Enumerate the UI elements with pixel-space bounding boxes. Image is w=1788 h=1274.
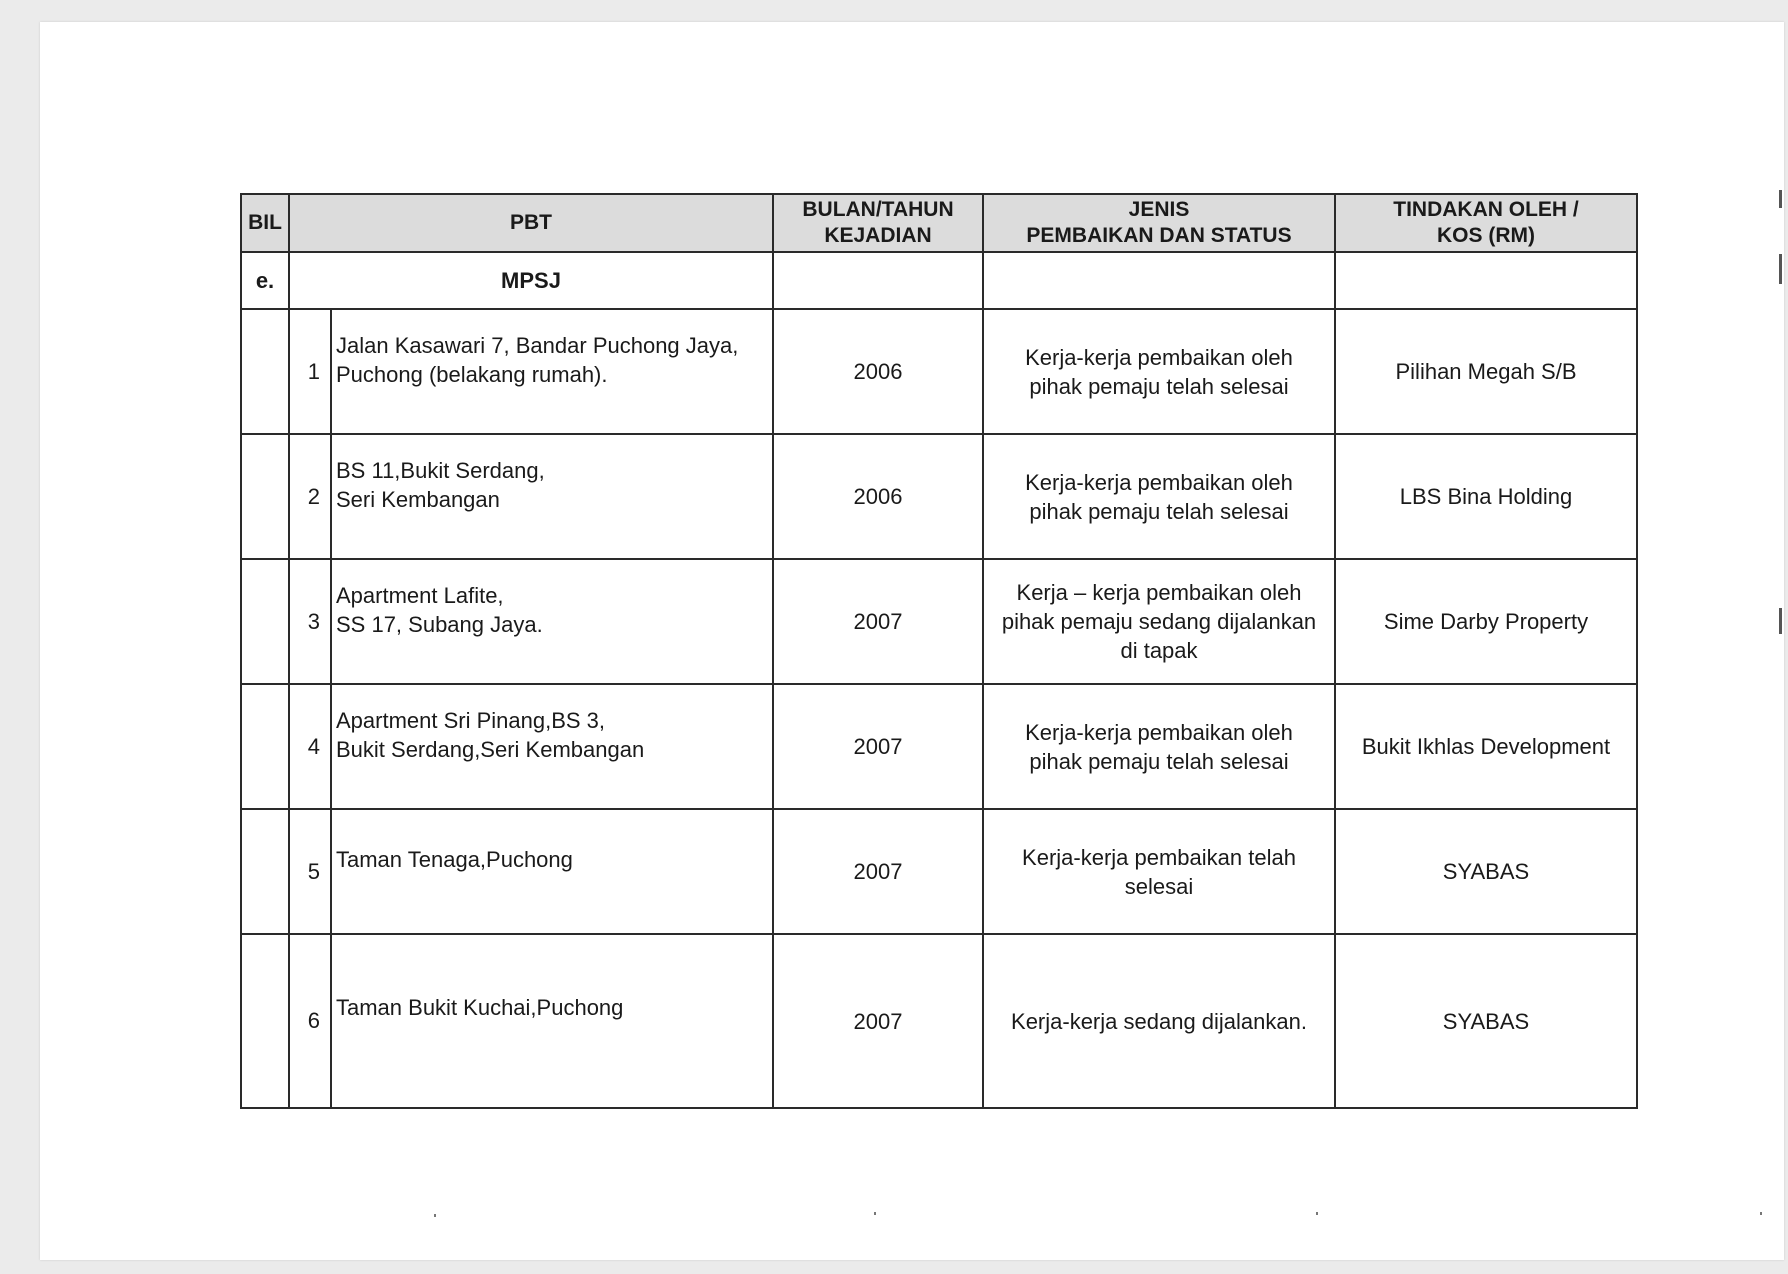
scan-speck [1316,1212,1318,1215]
status-cell [983,934,1335,1108]
status-line: Kerja-kerja sedang dijalankan. [1011,1008,1307,1034]
bil-cell [241,809,289,934]
header-tindakan [1335,194,1637,252]
location-line: SS 17, Subang Jaya. [336,611,543,637]
location-cell [331,434,773,559]
location-line: Puchong (belakang rumah). [336,361,608,387]
location-line: Apartment Sri Pinang,BS 3, [336,707,606,733]
scan-edge-mark [1779,608,1782,634]
year-cell: 2006 [773,434,983,559]
location-cell [331,559,773,684]
action-by-cell: Bukit Ikhlas Development [1335,684,1637,809]
table-row [241,934,1637,1108]
header-bulan-tahun-line: BULAN/TAHUN [802,198,954,221]
section-label: e. [241,252,289,309]
action-by-cell: Pilihan Megah S/B [1335,309,1637,434]
location-line: BS 11,Bukit Serdang, [336,457,545,483]
action-by-cell: Sime Darby Property [1335,559,1637,684]
table-row [241,559,1637,684]
table-header-row [241,194,1637,252]
header-tindakan-line: TINDAKAN OLEH / [1393,198,1579,221]
status-line: pihak pemaju telah selesai [1029,373,1289,399]
location-text [336,331,772,389]
scan-edge-mark [1779,190,1782,208]
status-line: pihak pemaju sedang dijalankan [1001,609,1317,634]
header-bil: BIL [241,194,289,252]
year-cell: 2007 [773,934,983,1108]
location-cell [331,934,773,1108]
row-number: 3 [289,559,331,684]
status-cell [983,684,1335,809]
bil-cell [241,934,289,1108]
status-line: Kerja-kerja pembaikan oleh [1025,719,1293,745]
scan-speck [874,1212,876,1215]
header-jenis [983,194,1335,252]
status-line: Kerja – kerja pembaikan oleh [1016,580,1302,605]
location-line: Apartment Lafite, [336,582,504,608]
location-text [336,456,772,514]
row-number: 1 [289,309,331,434]
table-row [241,434,1637,559]
status-line: Kerja-kerja pembaikan oleh [1025,469,1293,495]
year-cell: 2007 [773,809,983,934]
scan-edge-mark [1779,254,1782,284]
row-number: 2 [289,434,331,559]
section-name: MPSJ [289,252,773,309]
header-bulan-tahun [773,194,983,252]
status-line: Kerja-kerja pembaikan telah [1022,844,1296,870]
empty-cell [1335,252,1637,309]
status-cell [983,559,1335,684]
bil-cell [241,434,289,559]
location-line: Taman Bukit Kuchai,Puchong [336,994,624,1020]
header-pbt: PBT [289,194,773,252]
action-by-cell: LBS Bina Holding [1335,434,1637,559]
header-jenis-line: JENIS [1128,198,1190,221]
location-text [336,581,772,639]
bil-cell [241,309,289,434]
year-cell: 2006 [773,309,983,434]
status-line: pihak pemaju telah selesai [1029,498,1289,524]
location-line: Bukit Serdang,Seri Kembangan [336,736,645,762]
status-line: di tapak [1120,638,1198,663]
location-line: Jalan Kasawari 7, Bandar Puchong Jaya, [336,332,739,358]
repair-status-table [240,193,1638,1109]
location-line: Seri Kembangan [336,486,500,512]
scan-speck [434,1214,436,1217]
status-line: Kerja-kerja pembaikan oleh [1025,344,1293,370]
action-by-cell: SYABAS [1335,934,1637,1108]
location-cell [331,684,773,809]
section-row [241,252,1637,309]
bil-cell [241,559,289,684]
row-number: 5 [289,809,331,934]
header-jenis-line: PEMBAIKAN DAN STATUS [1026,224,1292,247]
row-number: 6 [289,934,331,1108]
status-line: selesai [1124,873,1194,899]
year-cell: 2007 [773,559,983,684]
empty-cell [773,252,983,309]
table-row [241,684,1637,809]
scan-speck [1760,1212,1762,1215]
table-row [241,809,1637,934]
action-by-cell: SYABAS [1335,809,1637,934]
location-text [336,845,772,874]
status-cell [983,434,1335,559]
header-bulan-tahun-line: KEJADIAN [824,224,932,247]
location-line: Taman Tenaga,Puchong [336,847,573,872]
empty-cell [983,252,1335,309]
bil-cell [241,684,289,809]
status-cell [983,309,1335,434]
table-row [241,309,1637,434]
header-tindakan-line: KOS (RM) [1437,224,1535,247]
location-cell [331,809,773,934]
year-cell: 2007 [773,684,983,809]
location-text [336,706,772,764]
location-text [336,993,772,1022]
status-line: pihak pemaju telah selesai [1029,748,1289,774]
row-number: 4 [289,684,331,809]
status-cell [983,809,1335,934]
location-cell [331,309,773,434]
